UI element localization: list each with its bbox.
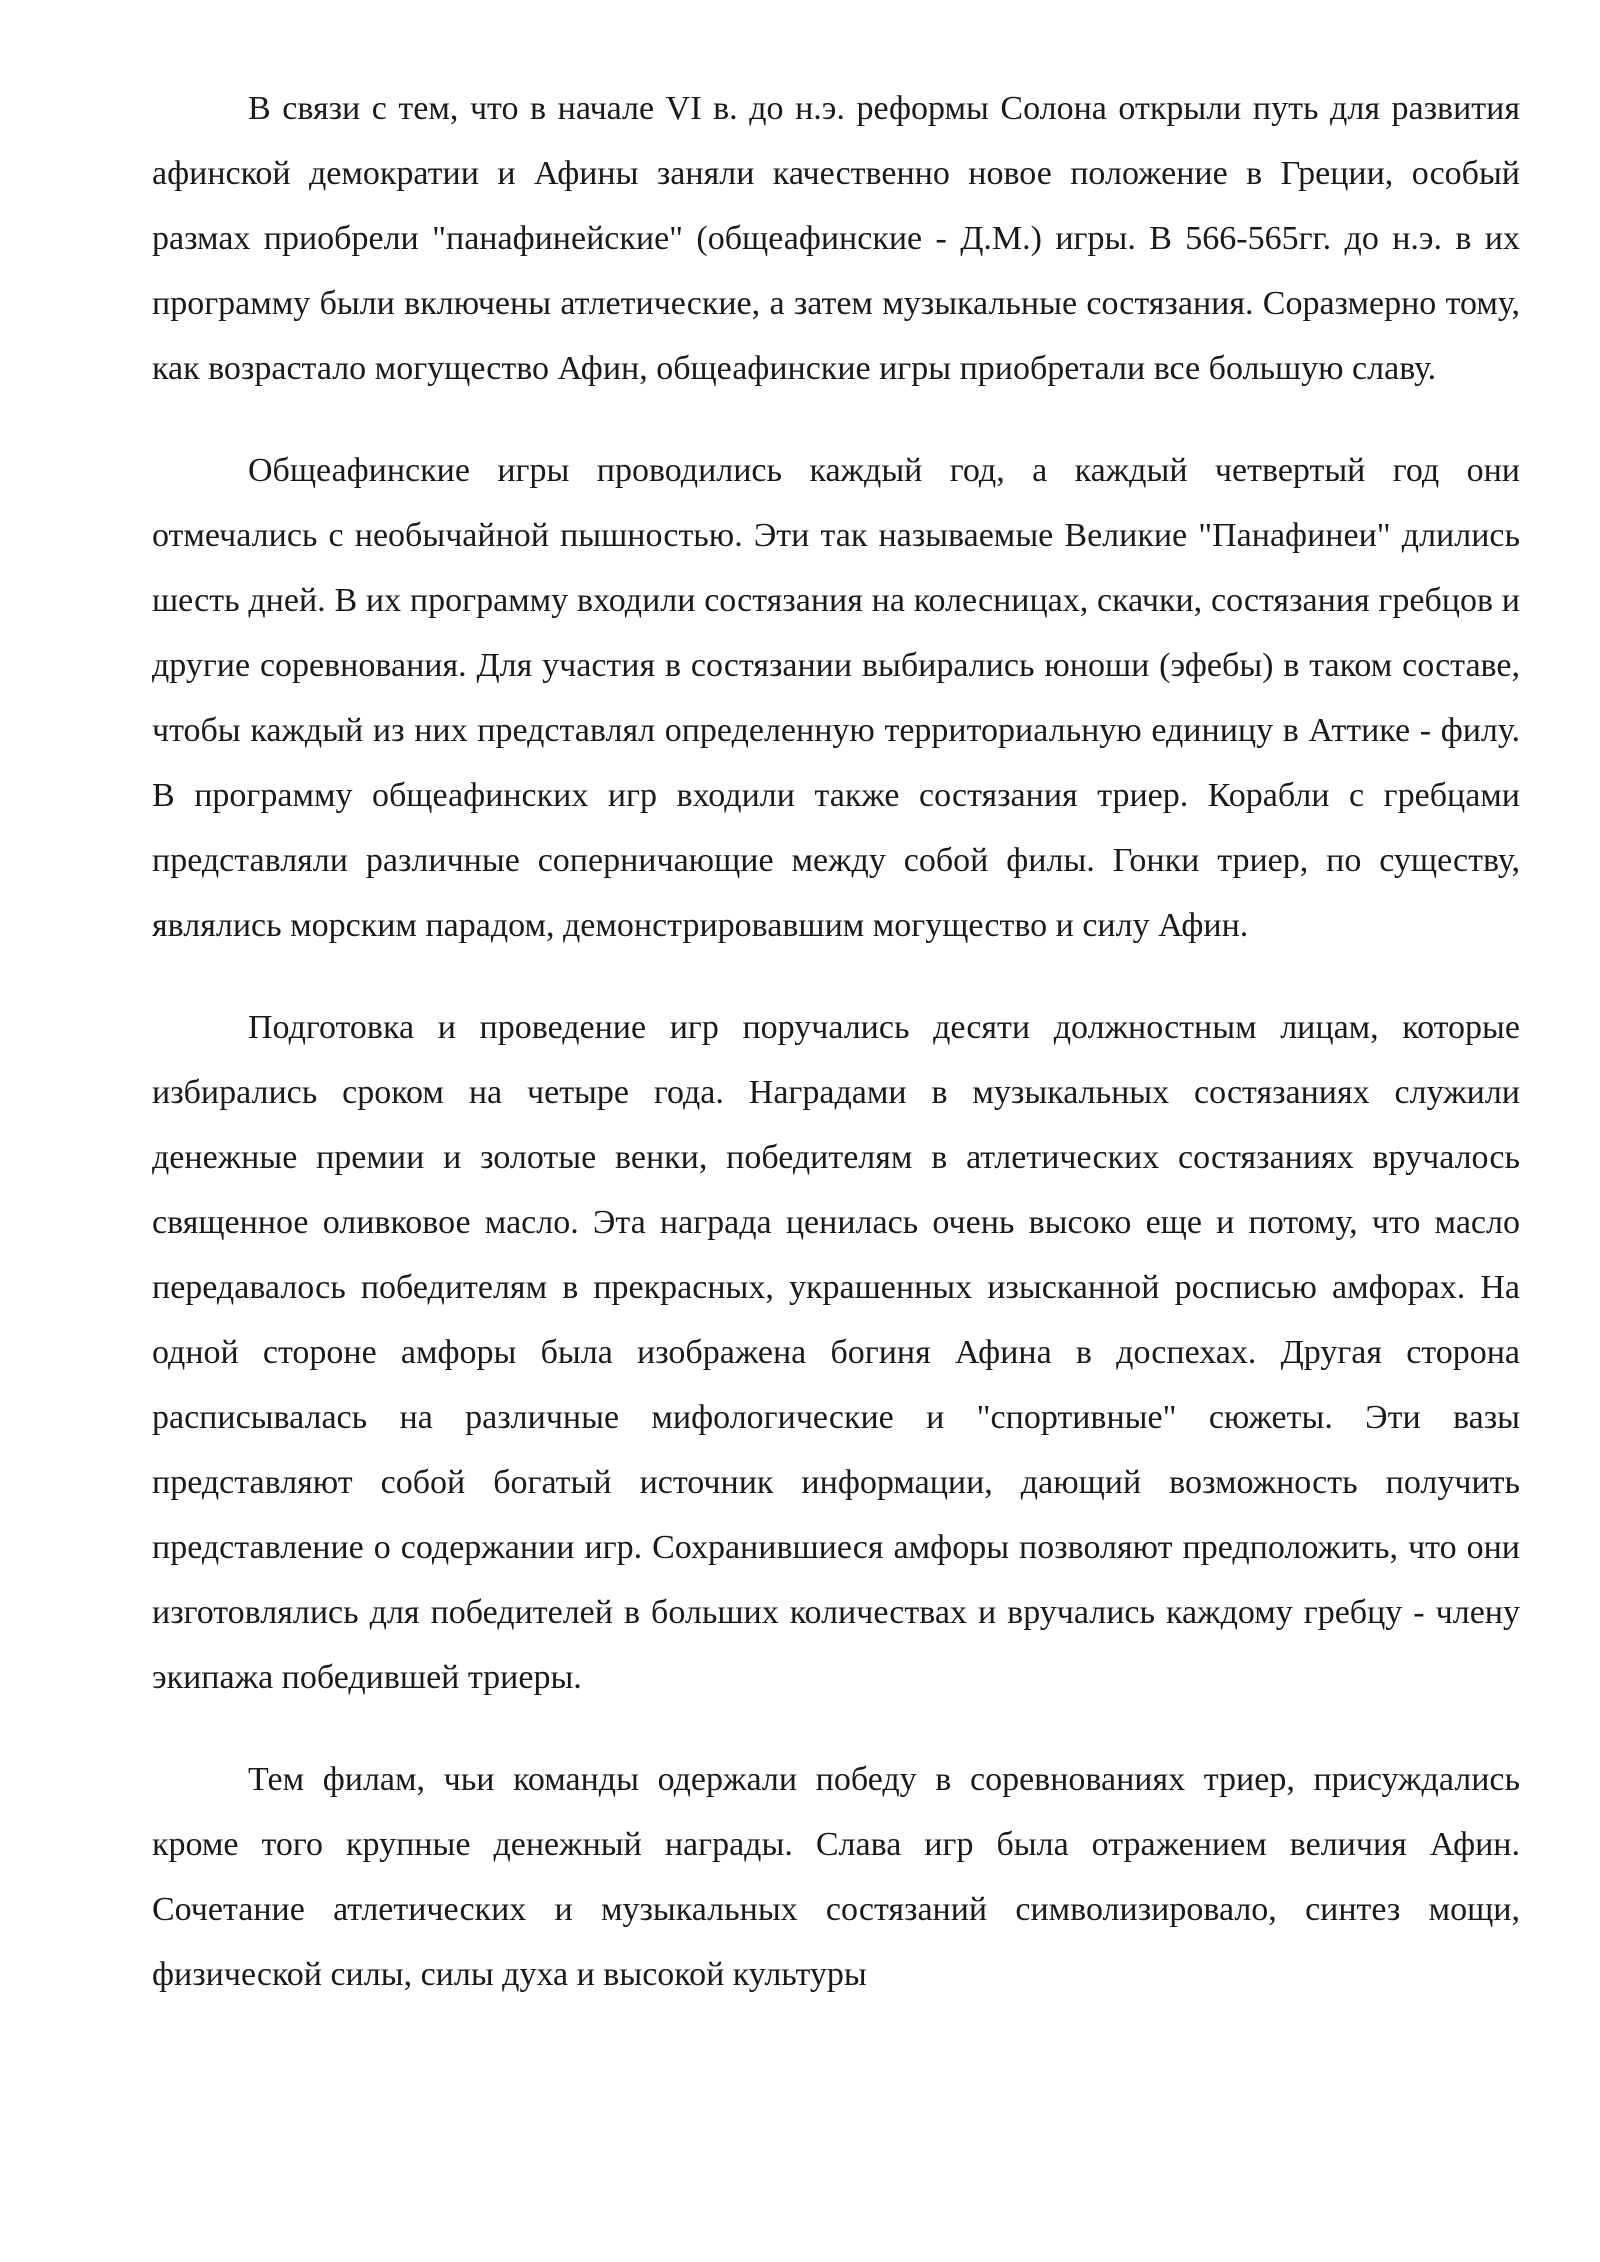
paragraph-4: Тем филам, чьи команды одержали победу в соревнованиях триер, присуждались кроме того крупные денежный награды. Слава игр была отражением величия Афин. Сочетание атлетических и музыкальных состязаний символизировало, синтез мощи, физической силы, силы духа и высокой культуры	[152, 1761, 1520, 1993]
paragraph-3: Подготовка и проведение игр поручались десяти должностным лицам, которые избирались сроком на четыре года. Наградами в музыкальных состязаниях служили денежные премии и золотые венки, победителям в атлетических состязаниях вручалось священное оливковое масло. Эта награда ценилась очень высоко еще и потому, что масло передавалось победителям в прекрасных, украшенных изысканной росписью амфорах. На одной стороне амфоры была изображена богиня Афина в доспехах. Другая сторона расписывалась на различные мифологические и "спортивные" сюжеты. Эти вазы представляют собой богатый источник информации, дающий возможность получить представление о содержании игр. Сохранившиеся амфоры позволяют предположить, что они изготовлялись для победителей в больших количествах и вручались каждому гребцу - члену экипажа победившей триеры.	[152, 1009, 1520, 1696]
document-body	[152, 76, 1520, 2007]
paragraph-2: Общеафинские игры проводились каждый год, а каждый четвертый год они отмечались с необычайной пышностью. Эти так называемые Великие "Панафинеи" длились шесть дней. В их программу входили состязания на колесницах, скачки, состязания гребцов и другие соревнования. Для участия в состязании выбирались юноши (эфебы) в таком составе, чтобы каждый из них представлял определенную территориальную единицу в Аттике - филу. В программу общеафинских игр входили также состязания триер. Корабли с гребцами представляли различные соперничающие между собой филы. Гонки триер, по существу, являлись морским парадом, демонстрировавшим могущество и силу Афин.	[152, 452, 1520, 944]
paragraph-1: В связи с тем, что в начале VI в. до н.э. реформы Солона открыли путь для развития афинской демократии и Афины заняли качественно новое положение в Греции, особый размах приобрели "панафинейские" (общеафинские - Д.М.) игры. В 566-565гг. до н.э. в их программу были включены атлетические, а затем музыкальные состязания. Соразмерно тому, как возрастало могущество Афин, общеафинские игры приобретали все большую славу.	[152, 90, 1520, 387]
